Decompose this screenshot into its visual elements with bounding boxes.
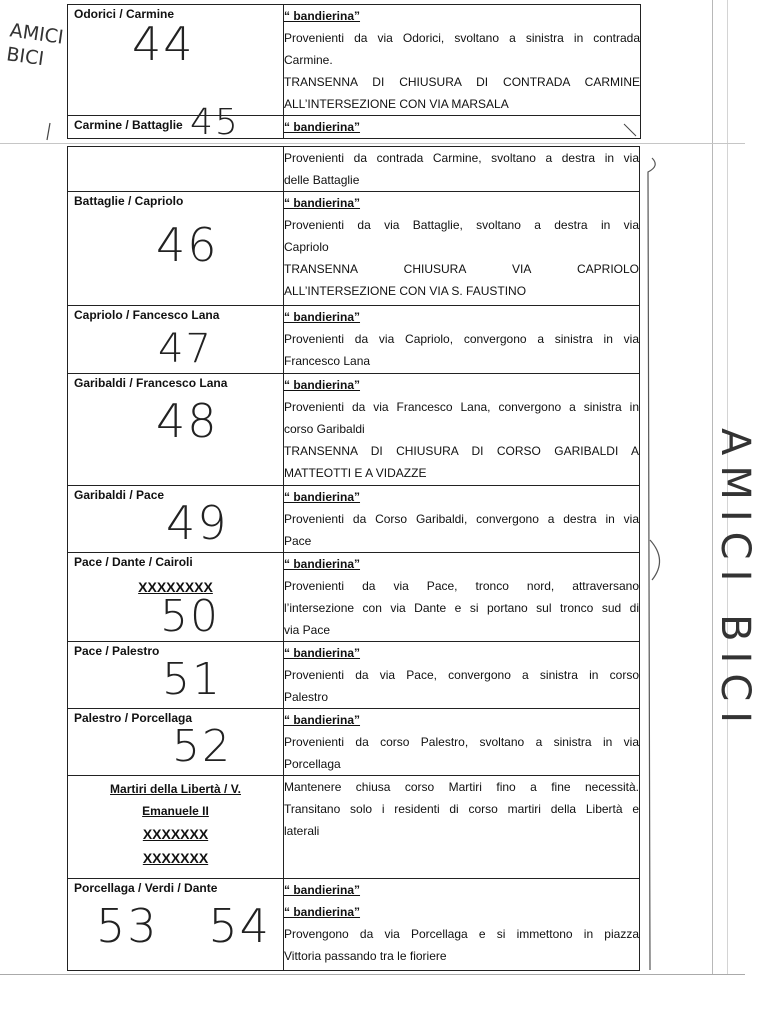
description-line: delle Battaglie: [284, 173, 360, 187]
description-line: Provenienti da corso Palestro, svoltano a sinistra in via: [284, 735, 639, 749]
location-cell: [68, 776, 284, 879]
location-cell: [68, 486, 284, 553]
table-row: [68, 374, 640, 486]
description-line: TRANSENNA DI CHIUSURA DI CORSO GARIBALDI A: [284, 444, 639, 458]
description-line: Carmine.: [284, 53, 333, 67]
table-row: [68, 776, 640, 879]
handwritten-number: 49: [166, 496, 229, 550]
scan-bottom-line: [0, 974, 745, 975]
description-line: MATTEOTTI E A VIDAZZE: [284, 466, 427, 480]
description-cell: [284, 374, 640, 486]
location-cell: [68, 147, 284, 192]
description-line: Provenienti da via Battaglie, svoltano a destra in via: [284, 218, 639, 232]
handwritten-number: 44: [132, 17, 195, 71]
description-line: Mantenere chiusa corso Martiri fino a fine necessità.: [284, 780, 639, 794]
description-cell: [284, 486, 640, 553]
location-cell: [68, 879, 284, 971]
bracket-stroke: [648, 158, 655, 970]
pencil-stroke: [47, 123, 50, 140]
bandierina-label: “ bandierina”: [284, 196, 361, 210]
location-cell: [68, 5, 284, 116]
description-line: Transitano solo i residenti di corso martiri della Libertà e: [284, 802, 639, 816]
handwritten-number: 45: [190, 102, 240, 143]
bandierina-label: “ bandierina”: [284, 905, 361, 919]
table-row: [68, 553, 640, 642]
description-line: Provenienti da via Francesco Lana, convergono a sinistra in: [284, 400, 639, 414]
bandierina-label: “ bandierina”: [284, 646, 361, 660]
location-name: Odorici / Carmine: [74, 7, 175, 21]
description-line: corso Garibaldi: [284, 422, 365, 436]
table-row: [68, 642, 640, 709]
description-line: Provenienti da via Pace, tronco nord, attraversano: [284, 579, 639, 593]
bandierina-label: “ bandierina”: [284, 713, 361, 727]
location-name: Pace / Dante / Cairoli: [74, 555, 193, 569]
location-cell: [68, 306, 284, 374]
description-line: Provengono da via Porcellaga e si immettono in piazza: [284, 927, 639, 941]
description-line: Provenienti da via Odorici, svoltano a sinistra in contrada: [284, 31, 640, 45]
description-line: via Pace: [284, 623, 331, 637]
handwritten-number: 46: [156, 218, 219, 272]
description-line: Provenienti da Corso Garibaldi, convergono a destra in via: [284, 512, 639, 526]
location-name-line: Martiri della Libertà / V.: [110, 782, 241, 796]
scan-fold-line: [0, 143, 745, 144]
table-row: [68, 709, 640, 776]
main-table: [67, 146, 640, 971]
crossed-out-marks: XXXXXXX: [142, 850, 209, 866]
table-row: [68, 192, 640, 306]
description-cell: [284, 553, 640, 642]
description-line: l’intersezione con via Dante e si portano sul tronco sud di: [284, 601, 639, 615]
handwritten-number: 48: [156, 394, 219, 448]
location-name: Battaglie / Capriolo: [74, 194, 184, 208]
location-cell: [68, 192, 284, 306]
description-line: Palestro: [284, 690, 329, 704]
description-line: Vittoria passando tra le fioriere: [284, 949, 447, 963]
description-line: TRANSENNA DI CHIUSURA DI CONTRADA CARMINE: [284, 75, 640, 89]
table-row: [68, 116, 641, 139]
table-row: [68, 879, 640, 971]
bandierina-label: “ bandierina”: [284, 310, 361, 324]
description-cell: [284, 709, 640, 776]
bandierina-label: “ bandierina”: [284, 490, 361, 504]
handwritten-margin-note-left: AMICI BICI: [5, 19, 65, 71]
description-line: Provenienti da contrada Carmine, svoltano a destra in via: [284, 151, 639, 165]
location-name: Porcellaga / Verdi / Dante: [74, 881, 218, 895]
bracket-stroke: [650, 540, 660, 580]
location-cell: [68, 553, 284, 642]
handwritten-number: 53 54: [96, 899, 271, 953]
crossed-out-marks: XXXXXXX: [142, 826, 209, 842]
description-cell: [284, 879, 640, 971]
bandierina-label: “ bandierina”: [284, 9, 361, 23]
location-name: Palestro / Porcellaga: [74, 711, 193, 725]
description-cell: [284, 306, 640, 374]
top-table: [67, 4, 641, 143]
description-cell: [284, 642, 640, 709]
table-row: [68, 147, 640, 192]
description-line: laterali: [284, 824, 320, 838]
description-cell: [284, 776, 640, 879]
location-cell: [68, 709, 284, 776]
location-cell: [68, 642, 284, 709]
description-line: Porcellaga: [284, 757, 341, 771]
description-cell: [284, 147, 640, 192]
handwritten-number: 47: [158, 326, 213, 372]
location-name: Carmine / Battaglie: [74, 118, 183, 132]
description-line: Francesco Lana: [284, 354, 371, 368]
description-cell: [284, 192, 640, 306]
description-cell: [284, 5, 641, 116]
bandierina-label: “ bandierina”: [284, 378, 361, 392]
crossed-out-marks: XXXXXXXX: [138, 579, 213, 595]
description-line: Provenienti da via Pace, convergono a sinistra in corso: [284, 668, 639, 682]
location-name: Pace / Palestro: [74, 644, 160, 658]
location-name: Capriolo / Fancesco Lana: [74, 308, 220, 322]
handwritten-number: 50: [160, 591, 220, 642]
location-cell: [68, 374, 284, 486]
location-cell: [68, 102, 284, 143]
description-line: ALL’INTERSEZIONE CON VIA S. FAUSTINO: [284, 284, 527, 298]
table-row: [68, 486, 640, 553]
handwritten-number: 51: [162, 654, 222, 705]
bandierina-label: “ bandierina”: [284, 883, 361, 897]
location-name-line: Emanuele II: [142, 804, 209, 818]
description-cell: [284, 116, 641, 139]
location-name: Garibaldi / Francesco Lana: [74, 376, 228, 390]
description-line: ALL’INTERSEZIONE CON VIA MARSALA: [284, 97, 509, 111]
description-line: Pace: [284, 534, 312, 548]
handwritten-margin-note-right: AMICI BICI: [712, 428, 758, 734]
table-row: [68, 306, 640, 374]
description-line: TRANSENNA CHIUSURA VIA CAPRIOLO: [284, 262, 639, 276]
bandierina-label: “ bandierina”: [284, 557, 361, 571]
location-name: Garibaldi / Pace: [74, 488, 165, 502]
bandierina-label: “ bandierina”: [284, 120, 361, 134]
description-line: Capriolo: [284, 240, 329, 254]
table-row: [68, 5, 641, 116]
description-line: Provenienti da via Capriolo, convergono a sinistra in via: [284, 332, 639, 346]
handwritten-number: 52: [172, 721, 232, 772]
